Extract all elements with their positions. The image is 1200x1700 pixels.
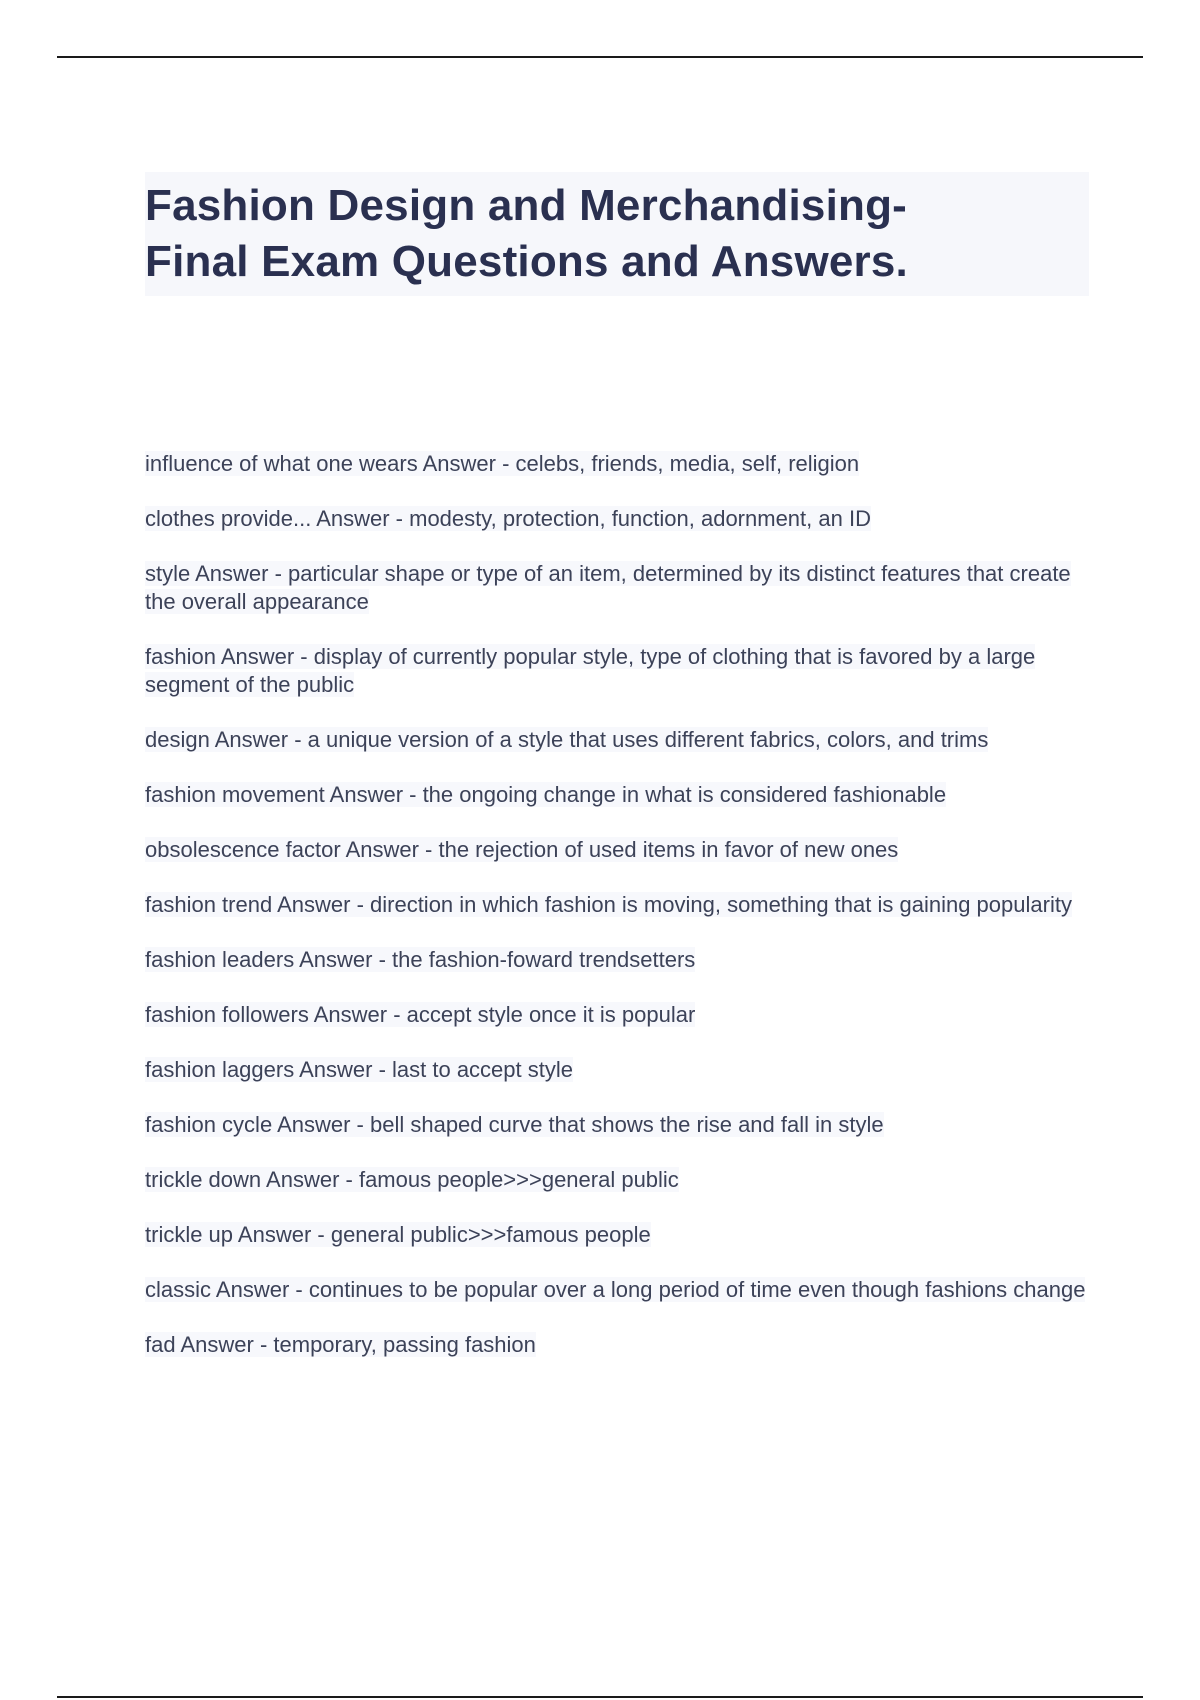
qa-item-text: fashion movement Answer - the ongoing change in what is considered fashionable: [145, 782, 947, 807]
qa-item: [145, 781, 1090, 809]
qa-item: [145, 836, 1090, 864]
qa-item: [145, 891, 1090, 919]
qa-item: [145, 1221, 1090, 1249]
qa-item-text: trickle down Answer - famous people>>>general public: [145, 1167, 679, 1192]
qa-item-text: design Answer - a unique version of a style that uses different fabrics, colors, and trims: [145, 727, 989, 752]
qa-item: [145, 946, 1090, 974]
qa-item-text: style Answer - particular shape or type of an item, determined by its distinct features that create the overall appearance: [145, 561, 1071, 614]
qa-item: [145, 1276, 1090, 1304]
qa-item: [145, 1056, 1090, 1084]
qa-item: [145, 1331, 1090, 1359]
qa-item: [145, 726, 1090, 754]
qa-item: [145, 643, 1090, 699]
qa-item-text: influence of what one wears Answer - celebs, friends, media, self, religion: [145, 451, 860, 476]
qa-item: [145, 1001, 1090, 1029]
qa-item: [145, 450, 1090, 478]
qa-item-text: fashion Answer - display of currently popular style, type of clothing that is favored by a large segment of the public: [145, 644, 1036, 697]
qa-item-text: fashion trend Answer - direction in which fashion is moving, something that is gaining popularity: [145, 892, 1072, 917]
page-title-line-1: Fashion Design and Merchandising-: [145, 181, 908, 230]
qa-item-text: clothes provide... Answer - modesty, protection, function, adornment, an ID: [145, 506, 871, 531]
qa-item-text: fashion laggers Answer - last to accept style: [145, 1057, 573, 1082]
qa-item-text: trickle up Answer - general public>>>famous people: [145, 1222, 651, 1247]
page-title: [145, 178, 1089, 290]
qa-item: [145, 1166, 1090, 1194]
qa-item-text: fashion followers Answer - accept style once it is popular: [145, 1002, 696, 1027]
title-block: [145, 172, 1089, 296]
bottom-rule: [57, 1696, 1143, 1698]
qa-list: [145, 450, 1090, 1386]
top-rule: [57, 56, 1143, 58]
qa-item-text: obsolescence factor Answer - the rejection of used items in favor of new ones: [145, 837, 899, 862]
qa-item: [145, 505, 1090, 533]
qa-item-text: fashion leaders Answer - the fashion-foward trendsetters: [145, 947, 696, 972]
qa-item: [145, 1111, 1090, 1139]
page-title-line-2: Final Exam Questions and Answers.: [145, 237, 908, 286]
qa-item-text: classic Answer - continues to be popular over a long period of time even though fashions change: [145, 1277, 1086, 1302]
qa-item-text: fashion cycle Answer - bell shaped curve that shows the rise and fall in style: [145, 1112, 884, 1137]
qa-item-text: fad Answer - temporary, passing fashion: [145, 1332, 536, 1357]
qa-item: [145, 560, 1090, 616]
